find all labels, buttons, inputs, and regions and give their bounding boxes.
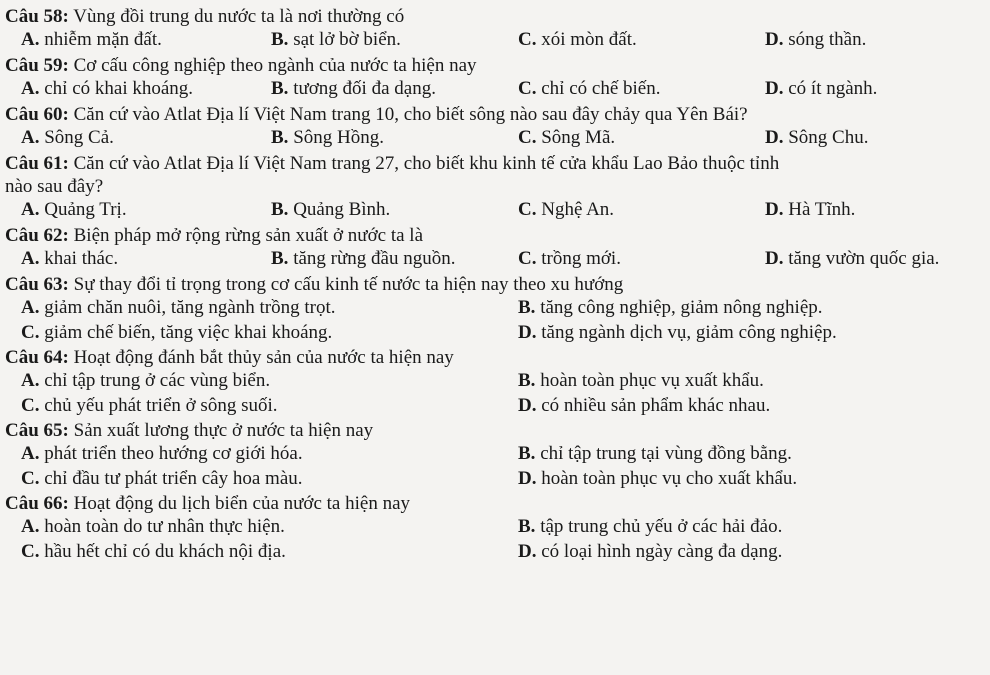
option-a: A. nhiễm mặn đất. (21, 29, 162, 50)
option-d: D. có ít ngành. (765, 78, 878, 99)
question-text: Căn cứ vào Atlat Địa lí Việt Nam trang 10, cho biết sông nào sau đây chảy qua Yên Bái? (73, 104, 748, 125)
question-text: Cơ cấu công nghiệp theo ngành của nước ta hiện nay (73, 55, 477, 76)
option-a: A. chỉ có khai khoáng. (21, 78, 194, 99)
option-c: C. giảm chế biến, tăng việc khai khoáng. (21, 322, 333, 343)
option-a: A. Sông Cả. (21, 127, 114, 148)
question-number: Câu 66: (5, 493, 69, 514)
question-stem (5, 104, 984, 127)
option-row (5, 370, 984, 395)
question-text: Sự thay đổi tỉ trọng trong cơ cấu kinh tế nước ta hiện nay theo xu hướng (73, 274, 624, 295)
question-stem (5, 347, 984, 370)
option-b: B. tương đối đa dạng. (271, 78, 436, 99)
option-c: C. xói mòn đất. (518, 29, 637, 50)
option-row (5, 199, 984, 225)
option-d: D. hoàn toàn phục vụ cho xuất khẩu. (518, 468, 798, 489)
option-b: B. Quảng Bình. (271, 199, 391, 220)
option-row (5, 29, 984, 55)
question-stem-continued (5, 176, 984, 199)
question-text: Hoạt động đánh bắt thủy sản của nước ta hiện nay (73, 347, 454, 368)
option-d: D. có nhiều sản phẩm khác nhau. (518, 395, 771, 416)
option-c: C. Sông Mã. (518, 127, 616, 148)
option-a: A. giảm chăn nuôi, tăng ngành trồng trọt. (21, 297, 336, 318)
option-d: D. Sông Chu. (765, 127, 869, 148)
option-a: A. hoàn toàn do tư nhân thực hiện. (21, 516, 285, 537)
option-row (5, 78, 984, 104)
option-a: A. phát triển theo hướng cơ giới hóa. (21, 443, 303, 464)
question-number: Câu 59: (5, 55, 69, 76)
question-text: Vùng đồi trung du nước ta là nơi thường có (73, 6, 405, 27)
option-b: B. tập trung chủ yếu ở các hải đảo. (518, 516, 783, 537)
question-text: Hoạt động du lịch biển của nước ta hiện nay (73, 493, 411, 514)
option-a: A. khai thác. (21, 248, 119, 269)
option-a: A. chỉ tập trung ở các vùng biển. (21, 370, 271, 391)
option-row (5, 248, 984, 274)
question-stem (5, 153, 984, 176)
question-stem (5, 225, 984, 248)
option-row (5, 468, 984, 493)
option-b: B. Sông Hồng. (271, 127, 384, 148)
question-stem (5, 274, 984, 297)
option-c: C. chỉ đầu tư phát triển cây hoa màu. (21, 468, 303, 489)
question-63 (5, 274, 984, 347)
question-stem (5, 6, 984, 29)
option-d: D. có loại hình ngày càng đa dạng. (518, 541, 783, 562)
option-row (5, 516, 984, 541)
option-d: D. tăng ngành dịch vụ, giảm công nghiệp. (518, 322, 837, 343)
option-c: C. chỉ có chế biến. (518, 78, 661, 99)
question-text: Biện pháp mở rộng rừng sản xuất ở nước ta là (73, 225, 424, 246)
question-59 (5, 55, 984, 104)
option-d: D. Hà Tĩnh. (765, 199, 856, 220)
option-b: B. chỉ tập trung tại vùng đồng bằng. (518, 443, 792, 464)
option-d: D. sóng thần. (765, 29, 867, 50)
option-row (5, 443, 984, 468)
question-number: Câu 65: (5, 420, 69, 441)
question-60 (5, 104, 984, 153)
question-number: Câu 63: (5, 274, 69, 295)
option-row (5, 127, 984, 153)
question-number: Câu 58: (5, 6, 69, 27)
option-row (5, 395, 984, 420)
question-62 (5, 225, 984, 274)
question-58 (5, 6, 984, 55)
option-a: A. Quảng Trị. (21, 199, 127, 220)
question-stem (5, 420, 984, 443)
question-text-continued: nào sau đây? (5, 176, 104, 197)
question-text: Căn cứ vào Atlat Địa lí Việt Nam trang 27, cho biết khu kinh tế cửa khẩu Lao Bảo thuộc tỉnh (73, 153, 780, 174)
question-number: Câu 60: (5, 104, 69, 125)
option-b: B. sạt lở bờ biển. (271, 29, 401, 50)
option-row (5, 541, 984, 566)
question-text: Sản xuất lương thực ở nước ta hiện nay (73, 420, 374, 441)
question-64 (5, 347, 984, 420)
option-b: B. tăng rừng đầu nguồn. (271, 248, 456, 269)
question-number: Câu 62: (5, 225, 69, 246)
option-b: B. hoàn toàn phục vụ xuất khẩu. (518, 370, 764, 391)
question-stem (5, 55, 984, 78)
option-d: D. tăng vườn quốc gia. (765, 248, 940, 269)
option-b: B. tăng công nghiệp, giảm nông nghiệp. (518, 297, 823, 318)
question-number: Câu 64: (5, 347, 69, 368)
question-number: Câu 61: (5, 153, 69, 174)
option-c: C. trồng mới. (518, 248, 621, 269)
question-65 (5, 420, 984, 493)
option-c: C. chủ yếu phát triển ở sông suối. (21, 395, 278, 416)
option-c: C. hầu hết chỉ có du khách nội địa. (21, 541, 286, 562)
question-61 (5, 153, 984, 225)
option-c: C. Nghệ An. (518, 199, 615, 220)
question-66 (5, 493, 984, 566)
question-stem (5, 493, 984, 516)
option-row (5, 297, 984, 322)
option-row (5, 322, 984, 347)
